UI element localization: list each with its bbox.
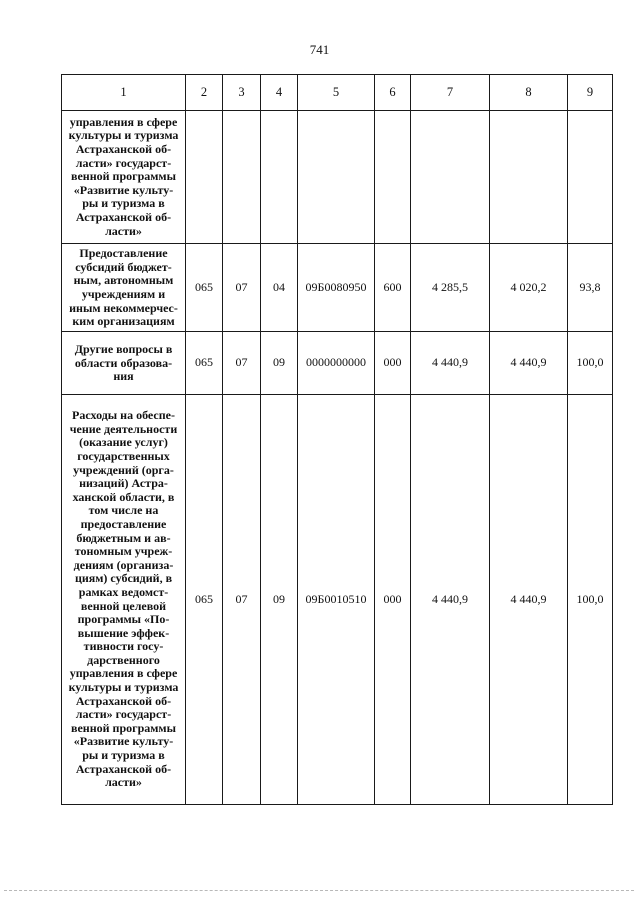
col-header-9: 9	[568, 75, 613, 111]
cell-subsection-code: 04	[261, 244, 298, 332]
cell-expense-type: 000	[375, 332, 411, 395]
cell-ministry-code	[186, 111, 223, 244]
row-description: Предоставление субсидий бюджет- ным, автономным учреждениям и иным некоммерчес- ким организациям	[62, 244, 186, 332]
cell-planned-amount: 4 440,9	[411, 395, 490, 805]
cell-expense-type	[375, 111, 411, 244]
cell-ministry-code: 065	[186, 332, 223, 395]
col-header-1: 1	[62, 75, 186, 111]
cell-ministry-code: 065	[186, 395, 223, 805]
cell-subsection-code: 09	[261, 332, 298, 395]
cell-section-code: 07	[223, 332, 261, 395]
cell-target-article: 09Б0010510	[298, 395, 375, 805]
col-header-4: 4	[261, 75, 298, 111]
col-header-3: 3	[223, 75, 261, 111]
cell-actual-amount: 4 020,2	[490, 244, 568, 332]
cell-expense-type: 000	[375, 395, 411, 805]
cell-execution-percent: 100,0	[568, 395, 613, 805]
col-header-7: 7	[411, 75, 490, 111]
col-header-2: 2	[186, 75, 223, 111]
cell-execution-percent	[568, 111, 613, 244]
row-description: Другие вопросы в области образова- ния	[62, 332, 186, 395]
page-number: 741	[309, 42, 330, 57]
cell-subsection-code	[261, 111, 298, 244]
cell-actual-amount: 4 440,9	[490, 332, 568, 395]
budget-table	[61, 74, 613, 805]
page-bottom-rule	[4, 890, 634, 891]
cell-target-article: 0000000000	[298, 332, 375, 395]
cell-execution-percent: 93,8	[568, 244, 613, 332]
col-header-8: 8	[490, 75, 568, 111]
row-description: Расходы на обеспе- чение деятельности (оказание услуг) государственных учреждений (орга- низаций) Астра- ханской области, в том числе на предоставление бюджетным и ав- тономным учреж- дениям (организа- циям) субсидий, в рамках ведомст- венной целевой программы «По- вышение эффек- тивности госу- дарственного управления в сфере культуры и туризма Астраханской об- ласти» государст- венной программы «Развитие культу- ры и туризма в Астраханской об- ласти»	[62, 395, 186, 805]
cell-ministry-code: 065	[186, 244, 223, 332]
cell-actual-amount	[490, 111, 568, 244]
header-row	[62, 75, 613, 111]
cell-section-code: 07	[223, 395, 261, 805]
cell-expense-type: 600	[375, 244, 411, 332]
cell-execution-percent: 100,0	[568, 332, 613, 395]
cell-section-code: 07	[223, 244, 261, 332]
col-header-5: 5	[298, 75, 375, 111]
row-description: управления в сфере культуры и туризма Астраханской об- ласти» государст- венной программы «Развитие культу- ры и туризма в Астраханской об- ласти»	[62, 111, 186, 244]
cell-subsection-code: 09	[261, 395, 298, 805]
cell-section-code	[223, 111, 261, 244]
cell-planned-amount	[411, 111, 490, 244]
cell-target-article	[298, 111, 375, 244]
table-row	[62, 244, 613, 332]
table-row	[62, 332, 613, 395]
cell-actual-amount: 4 440,9	[490, 395, 568, 805]
table-row	[62, 111, 613, 244]
table-row	[62, 395, 613, 805]
cell-target-article: 09Б0080950	[298, 244, 375, 332]
cell-planned-amount: 4 285,5	[411, 244, 490, 332]
col-header-6: 6	[375, 75, 411, 111]
cell-planned-amount: 4 440,9	[411, 332, 490, 395]
